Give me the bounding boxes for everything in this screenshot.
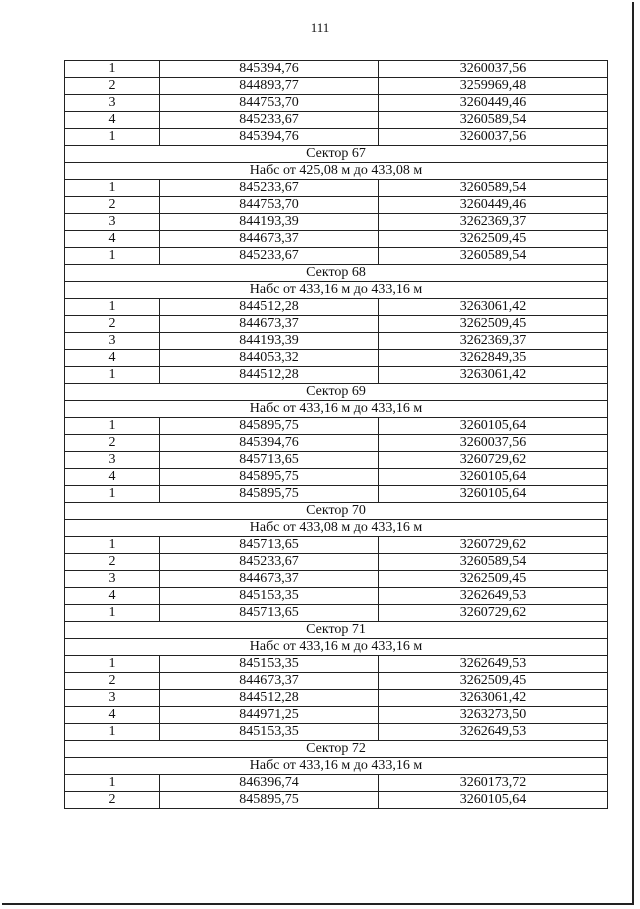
point-number-cell: 1 [65,418,160,435]
y-coordinate-cell: 3260105,64 [379,486,608,503]
y-coordinate-cell: 3260589,54 [379,180,608,197]
table-row [65,707,608,724]
y-coordinate-cell: 3260729,62 [379,605,608,622]
table-row [65,78,608,95]
point-number-cell: 1 [65,367,160,384]
sector-title: Сектор 68 [65,265,608,282]
y-coordinate-cell: 3262369,37 [379,333,608,350]
point-number-cell: 4 [65,707,160,724]
x-coordinate-cell: 845713,65 [160,605,379,622]
y-coordinate-cell: 3263273,50 [379,707,608,724]
point-number-cell: 1 [65,299,160,316]
y-coordinate-cell: 3263061,42 [379,690,608,707]
sector-title: Сектор 67 [65,146,608,163]
point-number-cell: 4 [65,350,160,367]
sector-height-range: Набс от 433,16 м до 433,16 м [65,758,608,775]
point-number-cell: 3 [65,452,160,469]
sector-range-row [65,282,608,299]
coordinates-table [64,60,608,809]
sector-height-range: Набс от 433,16 м до 433,16 м [65,282,608,299]
y-coordinate-cell: 3260729,62 [379,537,608,554]
table-row [65,112,608,129]
point-number-cell: 1 [65,61,160,78]
y-coordinate-cell: 3262509,45 [379,571,608,588]
y-coordinate-cell: 3260449,46 [379,95,608,112]
point-number-cell: 3 [65,690,160,707]
table-row [65,588,608,605]
point-number-cell: 2 [65,197,160,214]
table-row [65,316,608,333]
y-coordinate-cell: 3260105,64 [379,469,608,486]
y-coordinate-cell: 3262509,45 [379,673,608,690]
point-number-cell: 1 [65,537,160,554]
y-coordinate-cell: 3263061,42 [379,367,608,384]
table-row [65,656,608,673]
point-number-cell: 1 [65,775,160,792]
x-coordinate-cell: 844512,28 [160,299,379,316]
point-number-cell: 3 [65,95,160,112]
x-coordinate-cell: 845394,76 [160,61,379,78]
point-number-cell: 1 [65,605,160,622]
sector-title-row [65,503,608,520]
sector-title-row [65,384,608,401]
x-coordinate-cell: 844673,37 [160,231,379,248]
x-coordinate-cell: 846396,74 [160,775,379,792]
table-row [65,690,608,707]
x-coordinate-cell: 844893,77 [160,78,379,95]
x-coordinate-cell: 845394,76 [160,435,379,452]
sector-height-range: Набс от 433,08 м до 433,16 м [65,520,608,537]
sector-title-row [65,741,608,758]
table-row [65,469,608,486]
y-coordinate-cell: 3262649,53 [379,656,608,673]
table-row [65,61,608,78]
point-number-cell: 4 [65,469,160,486]
table-row [65,367,608,384]
x-coordinate-cell: 844753,70 [160,197,379,214]
point-number-cell: 1 [65,129,160,146]
table-row [65,724,608,741]
sector-title: Сектор 69 [65,384,608,401]
x-coordinate-cell: 844193,39 [160,214,379,231]
page-number: 111 [310,20,330,35]
point-number-cell: 2 [65,316,160,333]
x-coordinate-cell: 845153,35 [160,724,379,741]
y-coordinate-cell: 3260037,56 [379,129,608,146]
x-coordinate-cell: 845233,67 [160,248,379,265]
sector-title: Сектор 70 [65,503,608,520]
y-coordinate-cell: 3260105,64 [379,792,608,809]
sector-range-row [65,758,608,775]
table-row [65,605,608,622]
point-number-cell: 2 [65,673,160,690]
sector-range-row [65,639,608,656]
sector-title-row [65,265,608,282]
table-row [65,248,608,265]
x-coordinate-cell: 845895,75 [160,792,379,809]
coordinates-table-body [65,61,608,809]
y-coordinate-cell: 3262509,45 [379,231,608,248]
y-coordinate-cell: 3262849,35 [379,350,608,367]
point-number-cell: 1 [65,248,160,265]
table-row [65,435,608,452]
x-coordinate-cell: 844673,37 [160,571,379,588]
sector-title: Сектор 71 [65,622,608,639]
table-row [65,214,608,231]
y-coordinate-cell: 3260589,54 [379,112,608,129]
x-coordinate-cell: 844673,37 [160,673,379,690]
x-coordinate-cell: 844193,39 [160,333,379,350]
y-coordinate-cell: 3262369,37 [379,214,608,231]
table-row [65,554,608,571]
y-coordinate-cell: 3260589,54 [379,248,608,265]
x-coordinate-cell: 845895,75 [160,469,379,486]
point-number-cell: 1 [65,180,160,197]
y-coordinate-cell: 3259969,48 [379,78,608,95]
x-coordinate-cell: 844971,25 [160,707,379,724]
table-row [65,792,608,809]
x-coordinate-cell: 845233,67 [160,554,379,571]
point-number-cell: 3 [65,571,160,588]
table-row [65,418,608,435]
point-number-cell: 4 [65,112,160,129]
sector-title: Сектор 72 [65,741,608,758]
table-row [65,571,608,588]
x-coordinate-cell: 845153,35 [160,656,379,673]
table-row [65,333,608,350]
y-coordinate-cell: 3260173,72 [379,775,608,792]
x-coordinate-cell: 844673,37 [160,316,379,333]
table-row [65,775,608,792]
x-coordinate-cell: 845233,67 [160,180,379,197]
point-number-cell: 2 [65,78,160,95]
table-row [65,95,608,112]
sector-range-row [65,520,608,537]
x-coordinate-cell: 845713,65 [160,537,379,554]
x-coordinate-cell: 845153,35 [160,588,379,605]
sector-range-row [65,163,608,180]
x-coordinate-cell: 845895,75 [160,418,379,435]
table-row [65,350,608,367]
point-number-cell: 4 [65,231,160,248]
point-number-cell: 4 [65,588,160,605]
x-coordinate-cell: 844512,28 [160,367,379,384]
point-number-cell: 1 [65,486,160,503]
x-coordinate-cell: 845394,76 [160,129,379,146]
x-coordinate-cell: 845233,67 [160,112,379,129]
y-coordinate-cell: 3260037,56 [379,435,608,452]
sector-range-row [65,401,608,418]
sector-height-range: Набс от 425,08 м до 433,08 м [65,163,608,180]
table-row [65,231,608,248]
table-row [65,197,608,214]
table-row [65,180,608,197]
table-row [65,486,608,503]
y-coordinate-cell: 3260105,64 [379,418,608,435]
point-number-cell: 1 [65,724,160,741]
point-number-cell: 2 [65,435,160,452]
y-coordinate-cell: 3263061,42 [379,299,608,316]
x-coordinate-cell: 845895,75 [160,486,379,503]
table-row [65,452,608,469]
y-coordinate-cell: 3262649,53 [379,588,608,605]
x-coordinate-cell: 844753,70 [160,95,379,112]
table-row [65,537,608,554]
sector-height-range: Набс от 433,16 м до 433,16 м [65,401,608,418]
y-coordinate-cell: 3260729,62 [379,452,608,469]
table-row [65,299,608,316]
point-number-cell: 3 [65,333,160,350]
point-number-cell: 2 [65,554,160,571]
point-number-cell: 2 [65,792,160,809]
y-coordinate-cell: 3262649,53 [379,724,608,741]
x-coordinate-cell: 845713,65 [160,452,379,469]
x-coordinate-cell: 844512,28 [160,690,379,707]
sector-height-range: Набс от 433,16 м до 433,16 м [65,639,608,656]
y-coordinate-cell: 3260449,46 [379,197,608,214]
table-row [65,673,608,690]
table-row [65,129,608,146]
sector-title-row [65,146,608,163]
y-coordinate-cell: 3262509,45 [379,316,608,333]
sector-title-row [65,622,608,639]
point-number-cell: 1 [65,656,160,673]
x-coordinate-cell: 844053,32 [160,350,379,367]
point-number-cell: 3 [65,214,160,231]
y-coordinate-cell: 3260037,56 [379,61,608,78]
y-coordinate-cell: 3260589,54 [379,554,608,571]
